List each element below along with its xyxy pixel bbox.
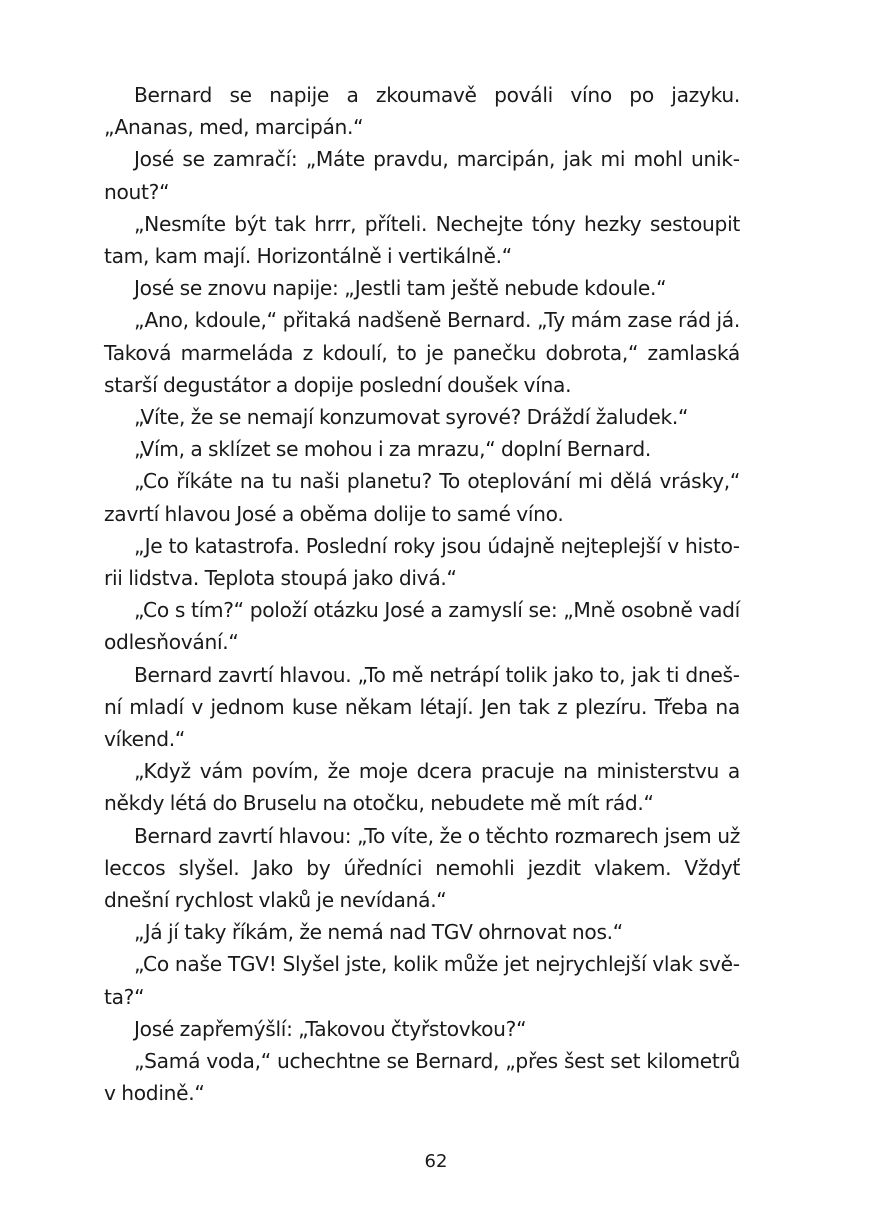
paragraph: „Vím, a sklízet se mohou i za mrazu,“ doplní Bernard. [134, 437, 651, 462]
paragraph: „Já jí taky říkám, že nemá nad TGV ohrnovat nos.“ [134, 920, 623, 945]
paragraph: „Co s tím?“ položí otázku José a zamyslí se: „Mně osobně vadí odlesňování.“ [104, 598, 740, 655]
paragraph: „Nesmíte být tak hrrr, příteli. Nechejte tóny hezky sestoupit tam, kam mají. Horizontálně i vertikálně.“ [104, 211, 740, 269]
paragraph: „Víte, že se nemají konzumovat syrové? Dráždí žaludek.“ [134, 405, 689, 430]
paragraph: „Je to katastrofa. Poslední roky jsou údajně nejteplejší v historii lidstva. Teplota stoupá jako divá.“ [104, 533, 740, 591]
book-page-text [104, 79, 740, 1110]
page-number: 62 [424, 1151, 448, 1172]
paragraph: „Samá voda,“ uchechtne se Bernard, „přes šest set kilometrů v hodině.“ [104, 1049, 740, 1106]
paragraph: Bernard se napije a zkoumavě pováli víno po jazyku. „Ananas, med, marcipán.“ [104, 83, 740, 140]
paragraph: José se znovu napije: „Jestli tam ještě nebude kdoule.“ [134, 276, 667, 301]
paragraph: „Ano, kdoule,“ přitaká nadšeně Bernard. „Ty mám zase rád já. Taková marmeláda z kdoulí, to je panečku dobrota,“ zamlaská starší degustátor a dopije poslední doušek vína. [104, 308, 740, 397]
paragraph: Bernard zavrtí hlavou: „To víte, že o těchto rozmarech jsem už leccos slyšel. Jako by úředníci nemohli jezdit vlakem. Vždyť dnešní rychlost vlaků je nevídaná.“ [104, 823, 740, 913]
paragraph: José se zamračí: „Máte pravdu, marcipán, jak mi mohl uniknout?“ [104, 147, 740, 204]
paragraph: „Co naše TGV! Slyšel jste, kolik může jet nejrychlejší vlak světa?“ [104, 952, 740, 1009]
paragraph: „Co říkáte na tu naši planetu? To oteplování mi dělá vrásky,“ zavrtí hlavou José a oběma dolije to samé víno. [104, 469, 740, 526]
paragraph: José zapřemýšlí: „Takovou čtyřstovkou?“ [134, 1016, 527, 1041]
paragraph: Bernard zavrtí hlavou. „To mě netrápí tolik jako to, jak ti dnešní mladí v jednom kuse někam létají. Jen tak z plezíru. Třeba na víkend.“ [104, 662, 740, 752]
paragraph: „Když vám povím, že moje dcera pracuje na ministerstvu a někdy létá do Bruselu na otočku, nebudete mě mít rád.“ [104, 759, 740, 816]
